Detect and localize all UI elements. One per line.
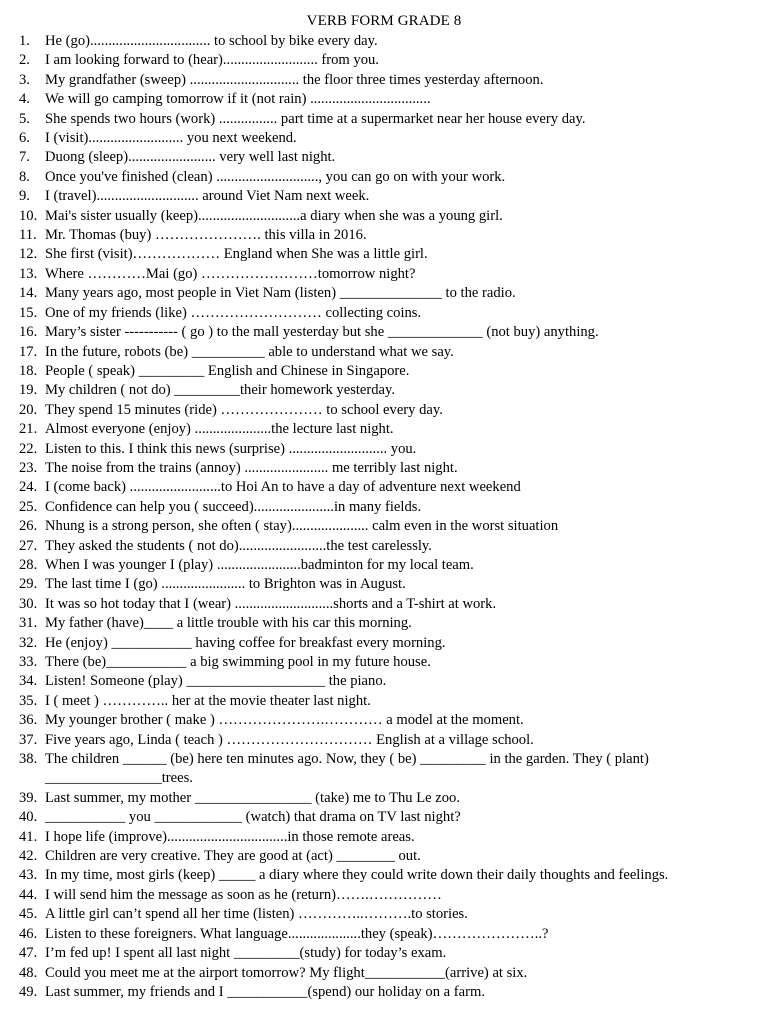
item-number: 14. xyxy=(19,285,38,302)
list-item xyxy=(19,672,749,691)
item-text: People ( speak) _________ English and Chinese in Singapore. xyxy=(45,362,410,379)
item-number: 9. xyxy=(19,188,30,205)
list-item xyxy=(19,304,749,323)
item-number: 31. xyxy=(19,615,38,632)
item-number: 46. xyxy=(19,925,38,942)
item-text: I (come back) .........................to Hoi An to have a day of adventure next weekend xyxy=(45,479,521,496)
list-item xyxy=(19,265,749,284)
item-text: Listen to these foreigners. What language....................they (speak)…………………..? xyxy=(45,925,549,942)
item-text: It was so hot today that I (wear) ...........................shorts and a T-shirt at work. xyxy=(45,595,497,612)
list-item xyxy=(19,110,749,129)
item-number: 1. xyxy=(19,33,30,49)
list-item xyxy=(19,828,749,847)
item-number: 42. xyxy=(19,848,38,865)
list-item xyxy=(19,731,749,750)
item-text: We will go camping tomorrow if it (not rain) ................................. xyxy=(45,91,431,108)
list-item xyxy=(19,420,749,439)
page-title: VERB FORM GRADE 8 xyxy=(306,13,462,29)
list-item xyxy=(19,90,749,109)
item-number: 39. xyxy=(19,789,38,806)
item-text: A little girl can’t spend all her time (listen) …………..……….to stories. xyxy=(45,906,468,923)
item-number: 13. xyxy=(19,265,38,282)
item-text: Where …………Mai (go) ……………………tomorrow night? xyxy=(45,265,416,282)
list-item xyxy=(19,207,749,226)
list-item xyxy=(19,595,749,614)
list-item xyxy=(19,498,749,517)
list-item xyxy=(19,575,749,594)
item-number: 32. xyxy=(19,634,38,651)
item-number: 24. xyxy=(19,479,38,496)
item-text: I (visit).......................... you next weekend. xyxy=(45,130,297,147)
list-item xyxy=(19,284,749,303)
item-number: 25. xyxy=(19,498,38,515)
item-number: 35. xyxy=(19,692,38,709)
list-item xyxy=(19,362,749,381)
item-number: 22. xyxy=(19,440,38,457)
item-text: My younger brother ( make ) ………………….………… a model at the moment. xyxy=(45,712,524,729)
item-number: 16. xyxy=(19,324,38,341)
item-text: Duong (sleep)........................ very well last night. xyxy=(45,149,336,166)
item-text: They spend 15 minutes (ride) ………………… to school every day. xyxy=(45,401,443,418)
list-item xyxy=(19,944,749,963)
item-text: In the future, robots (be) __________ able to understand what we say. xyxy=(45,343,454,360)
item-number: 41. xyxy=(19,828,38,845)
list-item xyxy=(19,692,749,711)
item-text: He (enjoy) ___________ having coffee for breakfast every morning. xyxy=(45,634,446,651)
list-item xyxy=(19,51,749,70)
item-text: He (go)................................. to school by bike every day. xyxy=(45,33,378,49)
item-number: 15. xyxy=(19,304,38,321)
list-item xyxy=(19,866,749,885)
item-text: My grandfather (sweep) .............................. the floor three times yesterday afternoon. xyxy=(45,71,544,88)
item-number: 38. xyxy=(19,751,38,768)
item-text: Last summer, my mother ________________ (take) me to Thu Le zoo. xyxy=(45,789,460,806)
item-text: I am looking forward to (hear).......................... from you. xyxy=(45,52,379,69)
item-text: Listen to this. I think this news (surprise) ........................... you. xyxy=(45,440,417,457)
list-item xyxy=(19,478,749,497)
item-text: I hope life (improve).................................in those remote areas. xyxy=(45,828,415,845)
list-item xyxy=(19,245,749,264)
list-item xyxy=(19,537,749,556)
item-text: Children are very creative. They are good at (act) ________ out. xyxy=(45,848,421,865)
list-item xyxy=(19,343,749,362)
item-number: 36. xyxy=(19,712,38,729)
item-number: 19. xyxy=(19,382,38,399)
item-number: 8. xyxy=(19,168,30,185)
item-number: 2. xyxy=(19,52,30,69)
item-text: My children ( not do) _________their homework yesterday. xyxy=(45,382,396,399)
item-text: Once you've finished (clean) ............................, you can go on with your work. xyxy=(45,168,506,185)
item-text: When I was younger I (play) .......................badminton for my local team. xyxy=(45,556,474,573)
item-number: 49. xyxy=(19,983,38,1000)
item-text: Many years ago, most people in Viet Nam (listen) ______________ to the radio. xyxy=(45,285,516,302)
list-item xyxy=(19,905,749,924)
item-number: 30. xyxy=(19,595,38,612)
list-item xyxy=(19,847,749,866)
list-item xyxy=(19,323,749,342)
item-number: 17. xyxy=(19,343,38,360)
item-text: Mai's sister usually (keep)............................a diary when she was a young girl. xyxy=(45,207,503,224)
item-number: 27. xyxy=(19,537,38,554)
item-text: She spends two hours (work) ................ part time at a supermarket near her house every day. xyxy=(45,110,586,127)
item-text: Could you meet me at the airport tomorrow? My flight___________(arrive) at six. xyxy=(45,964,528,981)
item-number: 43. xyxy=(19,867,38,884)
list-item xyxy=(19,168,749,187)
item-text: Five years ago, Linda ( teach ) ………………………… English at a village school. xyxy=(45,731,534,748)
item-number: 45. xyxy=(19,906,38,923)
item-number: 23. xyxy=(19,459,38,476)
item-text: Listen! Someone (play) ___________________ the piano. xyxy=(45,673,387,690)
list-item xyxy=(19,381,749,400)
item-number: 28. xyxy=(19,556,38,573)
item-text: There (be)___________ a big swimming pool in my future house. xyxy=(45,654,431,670)
item-number: 5. xyxy=(19,110,30,127)
list-item xyxy=(19,71,749,90)
list-item xyxy=(19,226,749,245)
item-text: She first (visit)……………… England when She was a little girl. xyxy=(45,246,428,263)
list-item xyxy=(19,556,749,575)
item-number: 6. xyxy=(19,130,30,147)
item-text: Nhung is a strong person, she often ( stay)..................... calm even in the worst situation xyxy=(45,518,559,535)
item-text: One of my friends (like) ……………………… collecting coins. xyxy=(45,304,422,321)
list-item xyxy=(19,614,749,633)
item-text: My father (have)____ a little trouble with his car this morning. xyxy=(45,615,412,632)
item-number: 10. xyxy=(19,207,38,224)
item-text: I will send him the message as soon as he (return)…….…………… xyxy=(45,886,442,903)
item-number: 20. xyxy=(19,401,38,418)
list-item xyxy=(19,750,749,789)
list-item xyxy=(19,653,749,672)
item-number: 21. xyxy=(19,421,38,438)
list-item xyxy=(19,886,749,905)
list-item xyxy=(19,808,749,827)
list-item xyxy=(19,517,749,536)
item-text: ___________ you ____________ (watch) that drama on TV last night? xyxy=(45,809,461,826)
item-text: In my time, most girls (keep) _____ a diary where they could write down their daily thoughts and feelings. xyxy=(45,867,669,884)
item-number: 18. xyxy=(19,362,38,379)
item-number: 37. xyxy=(19,731,38,748)
item-number: 26. xyxy=(19,518,38,535)
list-item xyxy=(19,401,749,420)
item-text: I’m fed up! I spent all last night _________(study) for today’s exam. xyxy=(45,945,447,962)
item-text: Mr. Thomas (buy) …………………. this villa in 2016. xyxy=(45,227,367,244)
list-item xyxy=(19,964,749,983)
item-text: The children ______ (be) here ten minutes ago. Now, they ( be) _________ in the garden. They ( plant) ________________trees. xyxy=(45,751,649,787)
list-item xyxy=(19,634,749,653)
item-text: I (travel)............................ around Viet Nam next week. xyxy=(45,188,370,205)
list-item xyxy=(19,711,749,730)
item-text: The noise from the trains (annoy) ....................... me terribly last night. xyxy=(45,459,458,476)
item-number: 7. xyxy=(19,149,30,166)
item-number: 47. xyxy=(19,945,38,962)
list-item xyxy=(19,789,749,808)
list-item xyxy=(19,187,749,206)
item-number: 29. xyxy=(19,576,38,593)
list-item xyxy=(19,983,749,1002)
list-item xyxy=(19,129,749,148)
item-number: 11. xyxy=(19,227,37,244)
item-number: 48. xyxy=(19,964,38,981)
item-text: Mary’s sister ----------- ( go ) to the mall yesterday but she _____________ (not buy) anything. xyxy=(45,324,599,341)
item-text: Last summer, my friends and I ___________(spend) our holiday on a farm. xyxy=(45,983,485,1000)
item-text: The last time I (go) ....................... to Brighton was in August. xyxy=(45,576,406,593)
item-number: 4. xyxy=(19,91,30,108)
item-number: 12. xyxy=(19,246,38,263)
item-number: 34. xyxy=(19,673,38,690)
item-number: 33. xyxy=(19,654,38,670)
list-item xyxy=(19,440,749,459)
item-number: 3. xyxy=(19,71,30,88)
item-text: Almost everyone (enjoy) .....................the lecture last night. xyxy=(45,421,394,438)
item-text: Confidence can help you ( succeed)......................in many fields. xyxy=(45,498,422,515)
item-number: 44. xyxy=(19,886,38,903)
list-item xyxy=(19,32,749,51)
list-item xyxy=(19,925,749,944)
item-text: They asked the students ( not do)........................the test carelessly. xyxy=(45,537,432,554)
item-number: 40. xyxy=(19,809,38,826)
list-item xyxy=(19,459,749,478)
list-item xyxy=(19,148,749,167)
item-text: I ( meet ) ………….. her at the movie theater last night. xyxy=(45,692,371,709)
exercise-list xyxy=(19,32,749,1002)
